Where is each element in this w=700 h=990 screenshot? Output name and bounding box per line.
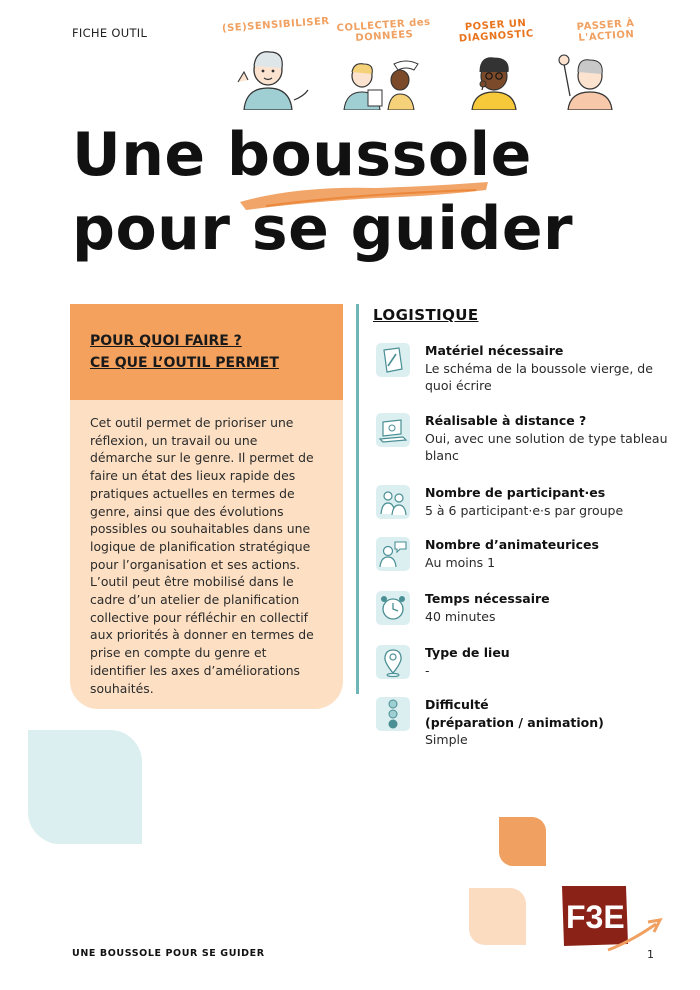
person-gesturing-illustration [222, 20, 322, 110]
paper-pencil-icon [375, 342, 411, 378]
logistics-value: 40 minutes [425, 608, 496, 624]
participants-icon [375, 484, 411, 520]
purpose-heading-line1: POUR QUOI FAIRE ? [90, 333, 242, 349]
decorative-shape-peach [469, 888, 526, 945]
logistics-value: 5 à 6 participant·e·s par groupe [425, 502, 624, 518]
laptop-icon [375, 412, 411, 448]
step-caption: COLLECTER des DONNÉES [336, 16, 431, 44]
logistics-value: Simple [425, 732, 468, 747]
difficulty-level-icon [375, 696, 411, 732]
logistics-label: Nombre d’animateurices [425, 537, 599, 552]
logistics-label: Temps nécessaire [425, 591, 550, 606]
title-line-1: Une boussole [72, 120, 532, 190]
step-diagnostic [446, 17, 546, 110]
facilitator-icon [375, 536, 411, 572]
step-caption: POSER UN DIAGNOSTIC [458, 17, 535, 45]
step-sensibiliser [221, 15, 330, 110]
purpose-heading [70, 304, 343, 400]
page-number: 1 [647, 948, 654, 961]
logo-text: F3E [566, 899, 625, 935]
logistics-title: LOGISTIQUE [373, 306, 479, 324]
location-pin-icon [375, 644, 411, 680]
logistics-value: Le schéma de la boussole vierge, de quoi écrire [425, 360, 653, 393]
step-caption: PASSER À L'ACTION [576, 18, 635, 44]
logistics-value: - [425, 662, 430, 678]
purpose-heading-line2: CE QUE L’OUTIL PERMET [90, 355, 279, 371]
purpose-body: Cet outil permet de prioriser une réflexion, un travail ou une démarche sur le genre. Il permet de faire un état des lieux rapide des pratiques actuelles en termes de genre, ainsi que des évolutions possibles ou souhaitables dans une logique de planification stratégique pour l’organisation et ses actions. L’outil peut être mobilisé dans le cadre d’un atelier de planification collective pour réfléchir en collectif aux priorités à donner en termes de prise en compte du genre et identifier les axes d’améliorations souhaités. [90, 415, 314, 696]
logistics-label: Matériel nécessaire [425, 343, 564, 358]
title-line-2: pour se guider [72, 194, 574, 264]
alarm-clock-icon [375, 590, 411, 626]
logistics-label: Réalisable à distance ? [425, 413, 587, 428]
page-title [72, 118, 573, 266]
purpose-panel [70, 304, 343, 709]
document-type-label: FICHE OUTIL [72, 26, 148, 40]
logistics-value: Au moins 1 [425, 554, 496, 570]
decorative-shape-teal [28, 730, 142, 844]
logistics-value: Oui, avec une solution de type tableau blanc [425, 430, 668, 463]
step-caption: (SE)SENSIBILISER [221, 15, 330, 35]
vertical-divider [356, 304, 359, 694]
logistics-label: Nombre de participant·es [425, 485, 606, 500]
footer-title: UNE BOUSSOLE POUR SE GUIDER [72, 948, 265, 959]
logistics-label: Type de lieu [425, 645, 510, 660]
logistics-label: Difficulté (préparation / animation) [425, 697, 604, 730]
step-collecter [334, 16, 434, 110]
decorative-shape-orange [499, 817, 546, 866]
step-action [556, 20, 656, 110]
